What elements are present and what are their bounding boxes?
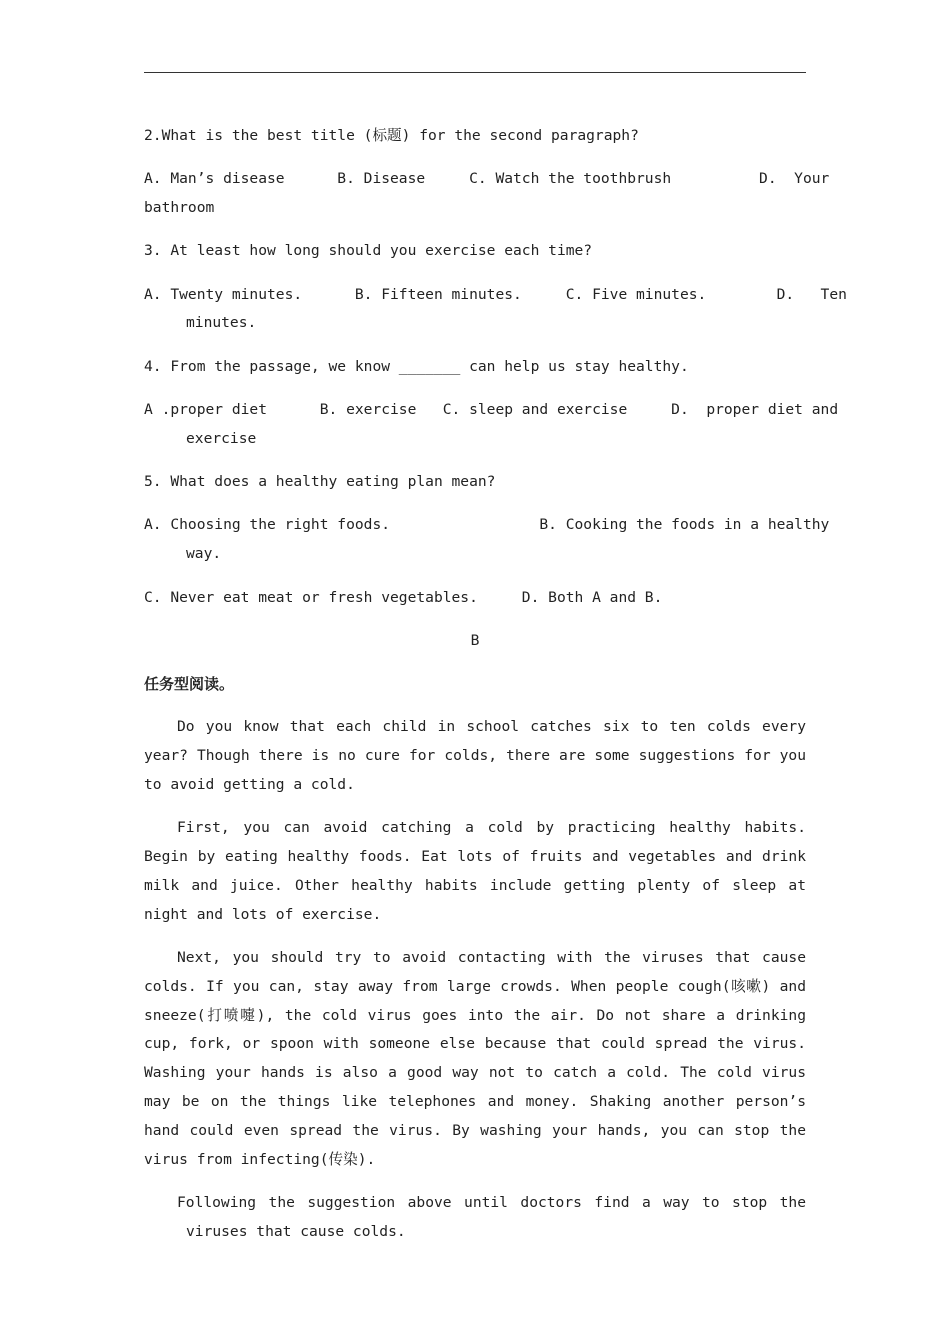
task-title: 任务型阅读。 xyxy=(144,675,235,694)
question-3-stem: 3. At least how long should you exercise each time? xyxy=(144,242,593,260)
question-5-options-line2: way. xyxy=(186,545,222,563)
passage-paragraph-4: Following the suggestion above until doctors find a way to stop the viruses that cause colds. xyxy=(177,1193,806,1240)
document-content xyxy=(144,122,847,1261)
question-4-stem: 4. From the passage, we know _______ can help us stay healthy. xyxy=(144,357,689,375)
question-4-options xyxy=(144,396,839,454)
section-label: B xyxy=(470,631,480,649)
question-5-options-ab xyxy=(144,511,830,569)
question-5-options-cd: C. Never eat meat or fresh vegetables. D. Both A and B. xyxy=(144,588,663,606)
question-2-stem: 2.What is the best title (标题) for the second paragraph? xyxy=(144,127,639,144)
question-3-options-line2: minutes. xyxy=(186,314,257,332)
question-3-options-line1: A. Twenty minutes. B. Fifteen minutes. C. Five minutes. D. Ten xyxy=(144,285,847,303)
passage-paragraph-2: First, you can avoid catching a cold by practicing healthy habits. Begin by eating healthy foods. Eat lots of fruits and vegetables and drink milk and juice. Other healthy habits include getting plenty of sleep at night and lots of exercise. xyxy=(144,819,806,923)
question-5-options-line1: A. Choosing the right foods. B. Cooking the foods in a healthy xyxy=(144,516,830,534)
question-2-options xyxy=(144,165,830,223)
question-3-options xyxy=(144,281,847,339)
question-5-stem: 5. What does a healthy eating plan mean? xyxy=(144,473,496,491)
question-4-options-line2: exercise xyxy=(186,429,257,447)
question-2-options-line1: A. Man’s disease B. Disease C. Watch the toothbrush D. Your xyxy=(144,170,830,188)
passage-paragraph-3: Next, you should try to avoid contacting with the viruses that cause colds. If you can, stay away from large crowds. When people cough(咳嗽) and sneeze(打喷嚏), the cold virus goes into the air. Do not share a drinking cup, fork, or spoon with someone else because that could spread the virus. Washing your hands is also a good way not to catch a cold. The cold virus may be on the things like telephones and money. Shaking another person’s hand could even spread the virus. By washing your hands, you can stop the virus from infecting(传染). xyxy=(144,949,806,1168)
question-4-options-line1: A .proper diet B. exercise C. sleep and exercise D. proper diet and xyxy=(144,401,839,419)
passage-paragraph-1: Do you know that each child in school catches six to ten colds every year? Though there is no cure for colds, there are some suggestions for you to avoid getting a cold. xyxy=(144,718,806,794)
question-2-options-line2: bathroom xyxy=(144,199,215,217)
header-rule xyxy=(144,72,806,73)
